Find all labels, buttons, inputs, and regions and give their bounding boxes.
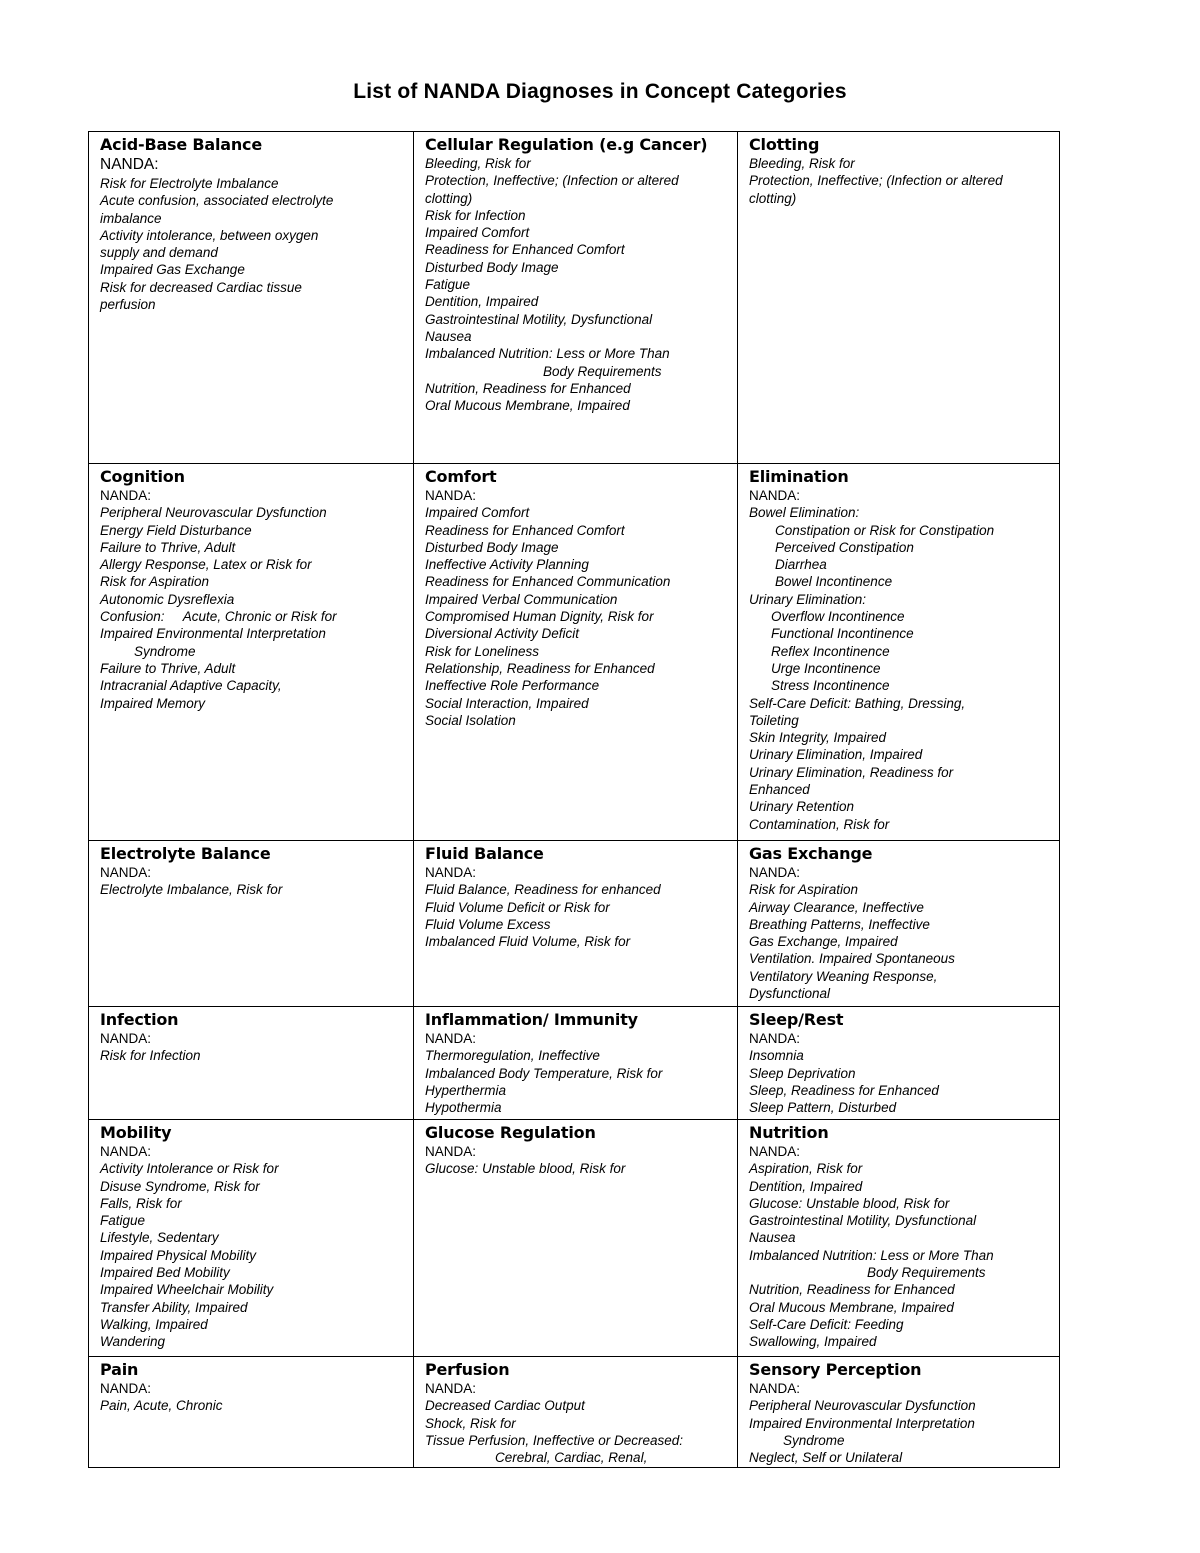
diagnosis-item: Bleeding, Risk for bbox=[749, 156, 855, 171]
diagnosis-item: Readiness for Enhanced Communication bbox=[425, 574, 671, 590]
category-heading: Sleep/Rest bbox=[749, 1010, 844, 1029]
category-cell-sleep-rest bbox=[738, 1007, 1060, 1120]
nanda-label: NANDA: bbox=[425, 1381, 477, 1396]
diagnosis-item: Imbalanced Body Temperature, Risk for bbox=[425, 1065, 663, 1081]
category-cell-nutrition bbox=[738, 1120, 1060, 1357]
diagnosis-item: Hyperthermia bbox=[425, 1082, 507, 1098]
category-cell-fluid-balance bbox=[414, 841, 738, 1007]
diagnosis-item: Fluid Volume Excess bbox=[425, 916, 551, 932]
diagnosis-item: Dysfunctional bbox=[749, 986, 831, 1002]
diagnosis-item: Lifestyle, Sedentary bbox=[100, 1230, 219, 1246]
diagnosis-item: Impaired Verbal Communication bbox=[425, 591, 618, 607]
diagnosis-item: Swallowing, Impaired bbox=[749, 1334, 877, 1350]
nanda-label: NANDA: bbox=[749, 865, 801, 880]
diagnosis-item: Shock, Risk for bbox=[425, 1415, 516, 1431]
category-cell-electrolyte-balance bbox=[89, 841, 414, 1007]
category-heading: Sensory Perception bbox=[749, 1360, 922, 1379]
diagnosis-item: supply and demand bbox=[100, 245, 218, 261]
category-heading: Glucose Regulation bbox=[425, 1123, 596, 1142]
category-heading: Fluid Balance bbox=[425, 844, 544, 863]
nanda-label: NANDA: bbox=[100, 488, 152, 503]
diagnosis-item: Syndrome bbox=[134, 643, 196, 659]
diagnosis-item: Disturbed Body Image bbox=[425, 259, 559, 275]
table-row bbox=[89, 841, 1060, 1007]
diagnosis-item: Fluid Volume Deficit or Risk for bbox=[425, 899, 610, 915]
diagnosis-item: Walking, Impaired bbox=[100, 1316, 208, 1332]
diagnosis-item: Insomnia bbox=[749, 1048, 804, 1064]
table-row bbox=[89, 132, 1060, 464]
category-cell-infection bbox=[89, 1007, 414, 1120]
diagnosis-item: Neglect, Self or Unilateral bbox=[749, 1450, 903, 1466]
diagnosis-item: Readiness for Enhanced Comfort bbox=[425, 242, 625, 258]
diagnosis-item: Peripheral Neurovascular Dysfunction bbox=[749, 1398, 976, 1414]
diagnosis-item: Fatigue bbox=[100, 1213, 146, 1229]
diagnosis-item: Urinary Elimination: bbox=[749, 591, 867, 607]
diagnosis-item: clotting) bbox=[749, 190, 797, 206]
diagnosis-item: Imbalanced Fluid Volume, Risk for bbox=[425, 934, 631, 950]
diagnosis-item: Bowel Elimination: bbox=[749, 505, 860, 521]
nanda-label: NANDA: bbox=[100, 1031, 152, 1046]
nanda-label: NANDA: bbox=[749, 488, 801, 503]
category-cell-gas-exchange bbox=[738, 841, 1060, 1007]
diagnosis-item: Body Requirements bbox=[867, 1265, 986, 1281]
diagnosis-item: Risk for Infection bbox=[100, 1048, 201, 1064]
diagnosis-item: Body Requirements bbox=[543, 363, 662, 379]
diagnosis-item: Perceived Constipation bbox=[775, 539, 914, 555]
category-cell-clotting bbox=[738, 132, 1060, 464]
diagnosis-item: Impaired Physical Mobility bbox=[100, 1247, 257, 1263]
diagnosis-item: Glucose: Unstable blood, Risk for bbox=[425, 1161, 626, 1177]
diagnosis-item: Dentition, Impaired bbox=[749, 1178, 863, 1194]
category-cell-elimination bbox=[738, 464, 1060, 841]
diagnosis-item: Disturbed Body Image bbox=[425, 539, 559, 555]
diagnosis-item: Overflow Incontinence bbox=[771, 609, 905, 625]
category-cell-comfort bbox=[414, 464, 738, 841]
diagnosis-item: Relationship, Readiness for Enhanced bbox=[425, 660, 655, 676]
concept-category-table bbox=[88, 131, 1060, 1468]
diagnosis-item: Imbalanced Nutrition: Less or More Than bbox=[425, 346, 670, 362]
table-row bbox=[89, 1120, 1060, 1357]
category-heading: Pain bbox=[100, 1360, 139, 1379]
diagnosis-item: Impaired Gas Exchange bbox=[100, 262, 245, 278]
nanda-label: NANDA: bbox=[425, 1031, 477, 1046]
diagnosis-item: Nausea bbox=[425, 328, 472, 344]
category-cell-glucose-regulation bbox=[414, 1120, 738, 1357]
diagnosis-item: Gastrointestinal Motility, Dysfunctional bbox=[425, 311, 653, 327]
category-heading: Nutrition bbox=[749, 1123, 829, 1142]
diagnosis-item: Nutrition, Readiness for Enhanced bbox=[749, 1282, 955, 1298]
table-row bbox=[89, 1357, 1060, 1468]
category-heading: Acid-Base Balance bbox=[100, 135, 262, 154]
diagnosis-item: Activity Intolerance or Risk for bbox=[100, 1161, 279, 1177]
nanda-label: NANDA: bbox=[100, 1144, 152, 1159]
diagnosis-item: Sleep Pattern, Disturbed bbox=[749, 1100, 897, 1116]
diagnosis-item: perfusion bbox=[100, 297, 156, 313]
diagnosis-item: Self-Care Deficit: Bathing, Dressing, bbox=[749, 695, 966, 711]
diagnosis-item: Impaired Environmental Interpretation bbox=[749, 1415, 975, 1431]
category-heading: Elimination bbox=[749, 467, 849, 486]
category-heading: Comfort bbox=[425, 467, 497, 486]
diagnosis-item: Reflex Incontinence bbox=[771, 643, 890, 659]
diagnosis-item: Cerebral, Cardiac, Renal, bbox=[495, 1450, 648, 1466]
diagnosis-item: Urge Incontinence bbox=[771, 660, 881, 676]
diagnosis-item: Oral Mucous Membrane, Impaired bbox=[749, 1299, 954, 1315]
diagnosis-item: Stress Incontinence bbox=[771, 678, 890, 694]
diagnosis-item: Diversional Activity Deficit bbox=[425, 626, 580, 642]
diagnosis-item: Activity intolerance, between oxygen bbox=[100, 227, 319, 243]
diagnosis-item: Impaired Bed Mobility bbox=[100, 1265, 230, 1281]
diagnosis-item: Breathing Patterns, Ineffective bbox=[749, 916, 930, 932]
category-cell-pain bbox=[89, 1357, 414, 1468]
diagnosis-item: Airway Clearance, Ineffective bbox=[749, 899, 924, 915]
diagnosis-item: Sleep Deprivation bbox=[749, 1065, 856, 1081]
category-heading: Inflammation/ Immunity bbox=[425, 1010, 638, 1029]
diagnosis-item: Syndrome bbox=[783, 1432, 845, 1448]
diagnosis-item: Transfer Ability, Impaired bbox=[100, 1299, 248, 1315]
category-heading: Infection bbox=[100, 1010, 179, 1029]
category-cell-cognition bbox=[89, 464, 414, 841]
diagnosis-item: Compromised Human Dignity, Risk for bbox=[425, 609, 654, 625]
diagnosis-item: Ventilatory Weaning Response, bbox=[749, 968, 938, 984]
diagnosis-item: Hypothermia bbox=[425, 1100, 502, 1116]
diagnosis-item: Impaired Environmental Interpretation bbox=[100, 626, 326, 642]
diagnosis-item: Risk for Aspiration bbox=[749, 882, 859, 898]
diagnosis-item: Impaired Comfort bbox=[425, 225, 530, 241]
category-cell-cellular-regulation bbox=[414, 132, 738, 464]
diagnosis-item: Bleeding, Risk for bbox=[425, 156, 531, 171]
category-heading: Electrolyte Balance bbox=[100, 844, 271, 863]
diagnosis-item: Failure to Thrive, Adult bbox=[100, 539, 236, 555]
diagnosis-item: Wandering bbox=[100, 1334, 166, 1350]
diagnosis-item: Gas Exchange, Impaired bbox=[749, 934, 898, 950]
diagnosis-item: Constipation or Risk for Constipation bbox=[775, 522, 995, 538]
diagnosis-item: Peripheral Neurovascular Dysfunction bbox=[100, 505, 327, 521]
diagnosis-item: Bowel Incontinence bbox=[775, 574, 893, 590]
diagnosis-item: Nutrition, Readiness for Enhanced bbox=[425, 380, 631, 396]
nanda-label: NANDA: bbox=[425, 1144, 477, 1159]
category-heading: Perfusion bbox=[425, 1360, 510, 1379]
diagnosis-item: Fluid Balance, Readiness for enhanced bbox=[425, 882, 661, 898]
diagnosis-item: Tissue Perfusion, Ineffective or Decreased: bbox=[425, 1432, 684, 1448]
nanda-label: NANDA: bbox=[425, 488, 477, 503]
category-cell-perfusion bbox=[414, 1357, 738, 1468]
nanda-label: NANDA: bbox=[100, 865, 152, 880]
diagnosis-item: Functional Incontinence bbox=[771, 626, 914, 642]
document-title: List of NANDA Diagnoses in Concept Categories bbox=[353, 80, 847, 103]
diagnosis-item: Skin Integrity, Impaired bbox=[749, 730, 887, 746]
diagnosis-item: Imbalanced Nutrition: Less or More Than bbox=[749, 1247, 994, 1263]
diagnosis-item: Impaired Wheelchair Mobility bbox=[100, 1282, 274, 1298]
diagnosis-item: Confusion: Acute, Chronic or Risk for bbox=[100, 609, 337, 625]
diagnosis-item: Ineffective Activity Planning bbox=[425, 557, 589, 573]
nanda-label: NANDA: bbox=[425, 865, 477, 880]
diagnosis-item: Aspiration, Risk for bbox=[749, 1161, 863, 1177]
nanda-label: NANDA: bbox=[100, 1381, 152, 1396]
diagnosis-item: Falls, Risk for bbox=[100, 1195, 182, 1211]
table-row bbox=[89, 464, 1060, 841]
diagnosis-item: Enhanced bbox=[749, 782, 810, 798]
diagnosis-item: Toileting bbox=[749, 712, 799, 728]
diagnosis-item: Impaired Memory bbox=[100, 695, 206, 711]
diagnosis-item: Autonomic Dysreflexia bbox=[100, 591, 235, 607]
diagnosis-item: Nausea bbox=[749, 1230, 796, 1246]
diagnosis-item: Allergy Response, Latex or Risk for bbox=[100, 557, 312, 573]
nanda-label: NANDA: bbox=[100, 156, 159, 173]
diagnosis-item: clotting) bbox=[425, 190, 473, 206]
category-heading: Gas Exchange bbox=[749, 844, 873, 863]
diagnosis-item: Ineffective Role Performance bbox=[425, 678, 600, 694]
diagnosis-item: Urinary Elimination, Readiness for bbox=[749, 764, 954, 780]
nanda-label: NANDA: bbox=[749, 1381, 801, 1396]
diagnosis-item: Sleep, Readiness for Enhanced bbox=[749, 1082, 939, 1098]
diagnosis-item: Decreased Cardiac Output bbox=[425, 1398, 585, 1414]
diagnosis-item: Glucose: Unstable blood, Risk for bbox=[749, 1195, 950, 1211]
table-row bbox=[89, 1007, 1060, 1120]
diagnosis-item: Intracranial Adaptive Capacity, bbox=[100, 678, 282, 694]
category-cell-acid-base-balance bbox=[89, 132, 414, 464]
diagnosis-item: Risk for Loneliness bbox=[425, 643, 540, 659]
category-heading: Mobility bbox=[100, 1123, 172, 1142]
diagnosis-item: Contamination, Risk for bbox=[749, 816, 890, 832]
diagnosis-item: Risk for Infection bbox=[425, 207, 526, 223]
diagnosis-item: Diarrhea bbox=[775, 557, 827, 573]
nanda-label: NANDA: bbox=[749, 1144, 801, 1159]
diagnosis-item: Social Isolation bbox=[425, 712, 516, 728]
category-cell-sensory-perception bbox=[738, 1357, 1060, 1468]
diagnosis-item: Self-Care Deficit: Feeding bbox=[749, 1316, 904, 1332]
diagnosis-item: Risk for Electrolyte Imbalance bbox=[100, 176, 279, 191]
diagnosis-item: Gastrointestinal Motility, Dysfunctional bbox=[749, 1213, 977, 1229]
nanda-label: NANDA: bbox=[749, 1031, 801, 1046]
diagnosis-item: Pain, Acute, Chronic bbox=[100, 1398, 223, 1414]
diagnosis-item: Fatigue bbox=[425, 277, 471, 293]
diagnosis-item: Oral Mucous Membrane, Impaired bbox=[425, 398, 630, 414]
diagnosis-item: Risk for decreased Cardiac tissue bbox=[100, 279, 302, 295]
diagnosis-item: Disuse Syndrome, Risk for bbox=[100, 1178, 260, 1194]
diagnosis-item: Acute confusion, associated electrolyte bbox=[100, 193, 334, 209]
diagnosis-item: Impaired Comfort bbox=[425, 505, 530, 521]
diagnosis-item: Risk for Aspiration bbox=[100, 574, 210, 590]
category-cell-mobility bbox=[89, 1120, 414, 1357]
category-heading: Cognition bbox=[100, 467, 185, 486]
diagnosis-item: Ventilation. Impaired Spontaneous bbox=[749, 951, 955, 967]
diagnosis-item: Urinary Retention bbox=[749, 799, 855, 815]
category-cell-inflammation-immunity bbox=[414, 1007, 738, 1120]
category-heading: Clotting bbox=[749, 135, 820, 154]
diagnosis-item: Energy Field Disturbance bbox=[100, 522, 252, 538]
diagnosis-item: Urinary Elimination, Impaired bbox=[749, 747, 923, 763]
diagnosis-item: Protection, Ineffective; (Infection or altered bbox=[749, 173, 1003, 189]
diagnosis-item: Failure to Thrive, Adult bbox=[100, 660, 236, 676]
diagnosis-item: imbalance bbox=[100, 210, 162, 226]
diagnosis-item: Readiness for Enhanced Comfort bbox=[425, 522, 625, 538]
diagnosis-item: Dentition, Impaired bbox=[425, 294, 539, 310]
diagnosis-item: Thermoregulation, Ineffective bbox=[425, 1048, 600, 1064]
diagnosis-item: Social Interaction, Impaired bbox=[425, 695, 589, 711]
diagnosis-item: Protection, Ineffective; (Infection or altered bbox=[425, 173, 679, 189]
category-heading: Cellular Regulation (e.g Cancer) bbox=[425, 135, 708, 154]
diagnosis-item: Electrolyte Imbalance, Risk for bbox=[100, 882, 283, 898]
